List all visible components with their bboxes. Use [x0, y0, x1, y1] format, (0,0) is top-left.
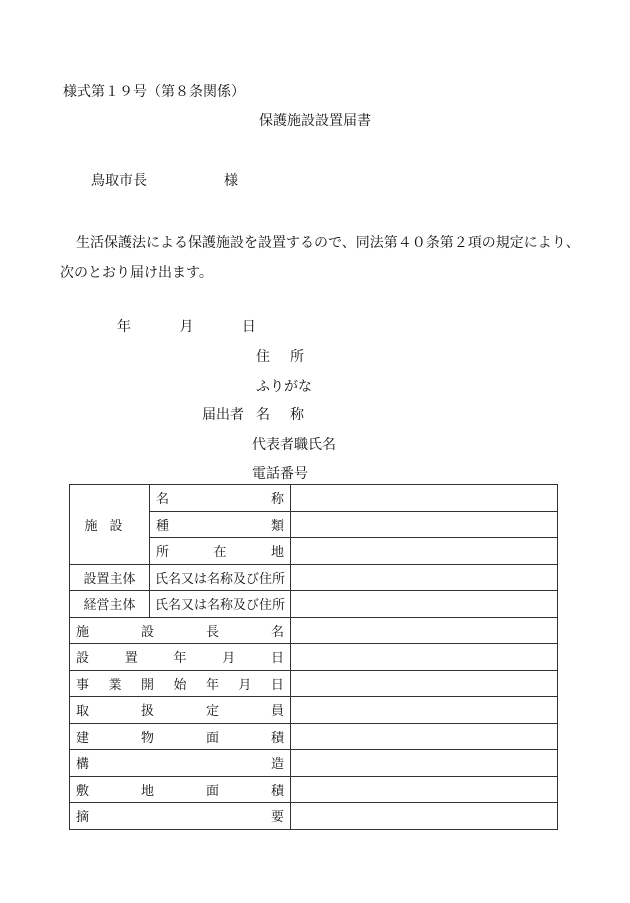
- row-field[interactable]: [291, 670, 558, 697]
- row-label: 構 造: [70, 750, 291, 777]
- operator-sub-label: 氏名又は名称及び住所: [150, 591, 291, 618]
- setup-owner-label: 設置主体: [70, 564, 150, 591]
- row-field[interactable]: [291, 723, 558, 750]
- facility-name-field[interactable]: [291, 485, 558, 512]
- notification-body-text: 生活保護法による保護施設を設置するので、同法第４０条第２項の規定により、次のとおり届け出ます。: [60, 235, 580, 281]
- row-field[interactable]: [291, 750, 558, 777]
- row-label: 事 業 開 始 年 月 日: [70, 670, 291, 697]
- table-row: [70, 617, 558, 644]
- facility-location-field[interactable]: [291, 538, 558, 565]
- document-title: 保護施設設置届書: [259, 113, 371, 129]
- row-field[interactable]: [291, 644, 558, 671]
- addressee-name: 鳥取市長: [91, 173, 147, 189]
- setup-owner-sub-label: 氏名又は名称及び住所: [150, 564, 291, 591]
- operator-label: 経営主体: [70, 591, 150, 618]
- date-month-label: 月: [179, 319, 194, 335]
- date-line: [117, 316, 256, 336]
- facility-form-table: [69, 484, 558, 830]
- facility-row-label: 名 称: [150, 485, 291, 512]
- applicant-prefix-label: 届出者: [202, 407, 244, 423]
- table-row: [70, 723, 558, 750]
- date-day-label: 日: [241, 319, 256, 335]
- table-row: [70, 697, 558, 724]
- applicant-representative-label: 代表者職氏名: [252, 437, 336, 453]
- operator-field[interactable]: [291, 591, 558, 618]
- table-row: [70, 644, 558, 671]
- form-number: 様式第１９号（第８条関係）: [63, 84, 245, 100]
- row-field[interactable]: [291, 697, 558, 724]
- facility-row-label: 所 在 地: [150, 538, 291, 565]
- row-label: 施 設 長 名: [70, 617, 291, 644]
- table-row: [70, 591, 558, 618]
- row-field[interactable]: [291, 803, 558, 830]
- table-row: [70, 776, 558, 803]
- applicant-phone-label: 電話番号: [252, 466, 308, 482]
- row-label: 建 物 面 積: [70, 723, 291, 750]
- applicant-name-label: 名称: [256, 407, 324, 423]
- table-row: [70, 485, 558, 512]
- facility-row-label: 種 類: [150, 511, 291, 538]
- row-field[interactable]: [291, 617, 558, 644]
- table-row: [70, 803, 558, 830]
- table-row: [70, 670, 558, 697]
- facility-group-label: 施設: [70, 485, 150, 565]
- facility-type-field[interactable]: [291, 511, 558, 538]
- row-label: 設 置 年 月 日: [70, 644, 291, 671]
- table-row: [70, 564, 558, 591]
- addressee-honorific: 様: [224, 173, 238, 189]
- row-field[interactable]: [291, 776, 558, 803]
- row-label: 取 扱 定 員: [70, 697, 291, 724]
- row-label: 敷 地 面 積: [70, 776, 291, 803]
- applicant-address-label: 住所: [256, 349, 324, 365]
- setup-owner-field[interactable]: [291, 564, 558, 591]
- applicant-furigana-label: ふりがな: [256, 379, 312, 395]
- date-year-label: 年: [117, 319, 131, 335]
- row-label: 摘 要: [70, 803, 291, 830]
- table-row: [70, 750, 558, 777]
